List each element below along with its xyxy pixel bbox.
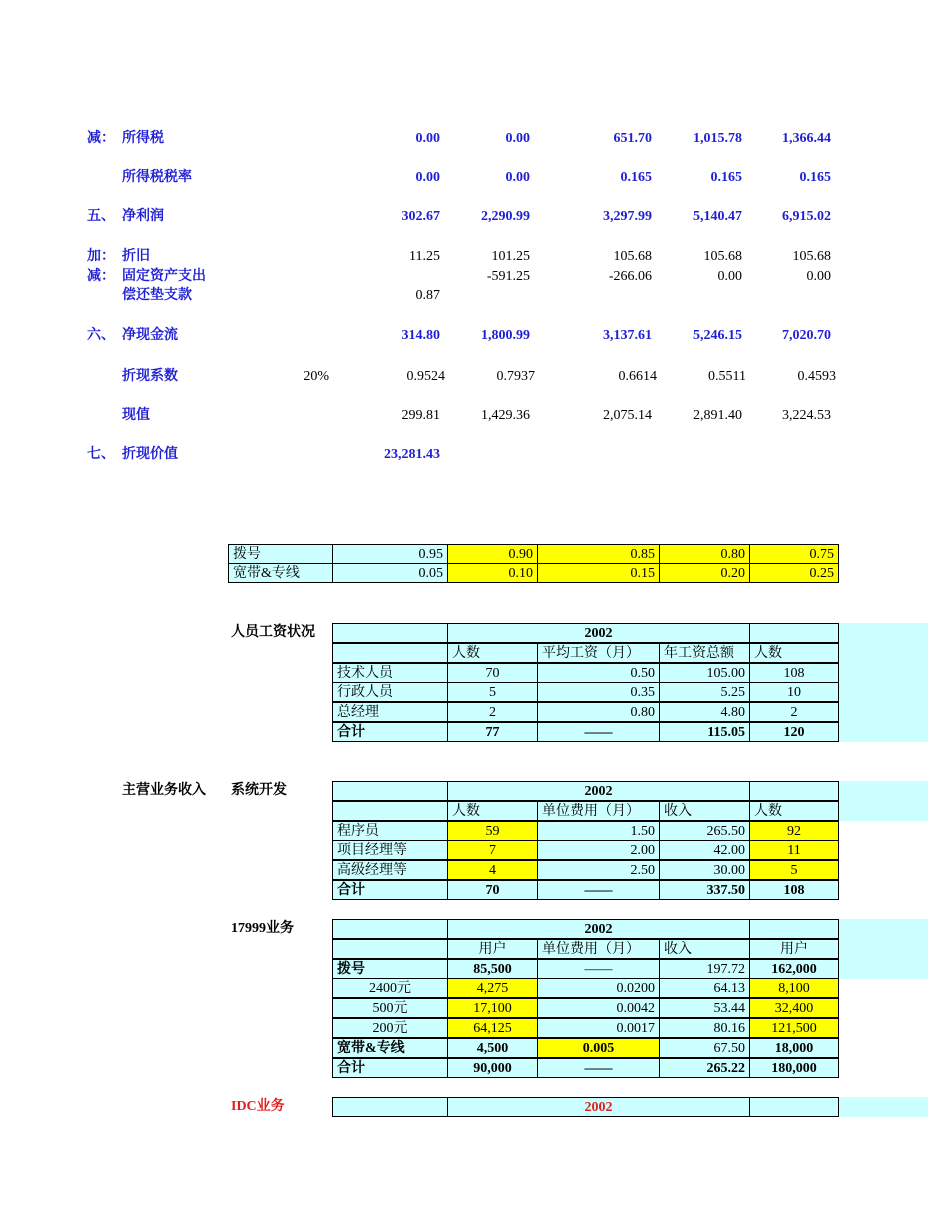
cf-pv-label: 现值 [122, 408, 150, 423]
staff-cell: 4.80 [659, 702, 750, 722]
ratio-cell: 0.95 [332, 544, 448, 564]
sysdev-year-next [749, 781, 839, 801]
staff-cell: 108 [749, 663, 839, 683]
biz17999-total-cell: 180,000 [749, 1058, 839, 1078]
biz17999-cell: 121,500 [749, 1018, 839, 1038]
biz17999-cell: 53.44 [659, 998, 750, 1018]
sysdev-header: 收入 [659, 801, 750, 821]
staff-total-label: 合计 [332, 722, 448, 742]
sysdev-corner [332, 781, 448, 801]
biz17999-header: 单位费用（月） [537, 939, 660, 959]
biz17999-cell: 0.005 [537, 1038, 660, 1058]
staff-fill-extension [838, 623, 928, 742]
cf-pv-value: 299.81 [401, 408, 440, 423]
biz17999-corner [332, 919, 448, 939]
biz17999-row-label: 2400元 [332, 978, 448, 998]
sysdev-total-cell: 337.50 [659, 880, 750, 900]
sysdev-header: 人数 [749, 801, 839, 821]
cf-tax-value: 1,015.78 [693, 131, 742, 146]
sysdev-cell: 2.50 [537, 860, 660, 880]
biz17999-cell: 0.0200 [537, 978, 660, 998]
cf-discount-value: 0.7937 [496, 369, 535, 384]
cf-netprofit-value: 6,915.02 [782, 209, 831, 224]
biz17999-cell: 4,275 [447, 978, 538, 998]
biz17999-row-label: 宽带&专线 [332, 1038, 448, 1058]
ratio-row-label: 拨号 [228, 544, 333, 564]
staff-cell: 0.80 [537, 702, 660, 722]
staff-corner [332, 623, 448, 643]
cf-tax-value: 1,366.44 [782, 131, 831, 146]
cf-depr-label: 折旧 [122, 249, 150, 264]
cf-netprofit-value: 2,290.99 [481, 209, 530, 224]
cf-tax-value: 0.00 [415, 131, 440, 146]
biz17999-row-label: 拨号 [332, 959, 448, 979]
cf-pv-value: 2,075.14 [603, 408, 652, 423]
sysdev-total-cell: 70 [447, 880, 538, 900]
biz17999-cell: 197.72 [659, 959, 750, 979]
sysdev-cell: 92 [749, 821, 839, 841]
cf-npv-prefix: 七、 [87, 447, 115, 462]
biz17999-title: 17999业务 [231, 921, 294, 936]
biz17999-cell: 64.13 [659, 978, 750, 998]
biz17999-header-blank [332, 939, 448, 959]
cf-capex-value: 0.00 [806, 269, 831, 284]
cf-depr-prefix: 加： [87, 249, 115, 264]
biz17999-header: 收入 [659, 939, 750, 959]
sysdev-header: 单位费用（月） [537, 801, 660, 821]
sysdev-row-label: 高级经理等 [332, 860, 448, 880]
biz17999-cell: 162,000 [749, 959, 839, 979]
staff-cell: 0.35 [537, 682, 660, 702]
staff-cell: 105.00 [659, 663, 750, 683]
staff-cell: 2 [447, 702, 538, 722]
cf-taxrate-value: 0.165 [799, 170, 831, 185]
sysdev-cell: 11 [749, 840, 839, 860]
cf-tax-prefix: 减： [87, 131, 115, 146]
biz17999-total-cell: 90,000 [447, 1058, 538, 1078]
idc-year-next [749, 1097, 839, 1117]
biz17999-total-label: 合计 [332, 1058, 448, 1078]
biz17999-row-label: 200元 [332, 1018, 448, 1038]
idc-corner [332, 1097, 448, 1117]
biz17999-cell: —— [537, 959, 660, 979]
biz17999-cell: 4,500 [447, 1038, 538, 1058]
cf-repay-value: 0.87 [415, 288, 440, 303]
staff-row-label: 行政人员 [332, 682, 448, 702]
staff-row-label: 总经理 [332, 702, 448, 722]
idc-title: IDC业务 [231, 1099, 285, 1114]
idc-year: 2002 [447, 1097, 750, 1117]
ratio-cell: 0.75 [749, 544, 839, 564]
sysdev-title: 系统开发 [231, 783, 287, 798]
sysdev-row-label: 程序员 [332, 821, 448, 841]
biz17999-cell: 8,100 [749, 978, 839, 998]
ratio-cell: 0.20 [659, 563, 750, 583]
sysdev-year: 2002 [447, 781, 750, 801]
sysdev-cell: 7 [447, 840, 538, 860]
idc-fill-extension [838, 1097, 928, 1117]
staff-header-blank [332, 643, 448, 663]
staff-cell: 5 [447, 682, 538, 702]
cf-discount-rate: 20% [303, 369, 329, 384]
sysdev-total-label: 合计 [332, 880, 448, 900]
biz17999-header: 用户 [447, 939, 538, 959]
cf-netprofit-prefix: 五、 [87, 209, 115, 224]
cf-netprofit-value: 3,297.99 [603, 209, 652, 224]
sysdev-cell: 4 [447, 860, 538, 880]
cf-taxrate-value: 0.00 [415, 170, 440, 185]
cf-netprofit-value: 5,140.47 [693, 209, 742, 224]
cf-discount-value: 0.5511 [708, 369, 746, 384]
cf-pv-value: 1,429.36 [481, 408, 530, 423]
sysdev-cell: 30.00 [659, 860, 750, 880]
ratio-cell: 0.10 [447, 563, 538, 583]
cf-capex-value: 0.00 [717, 269, 742, 284]
staff-header: 人数 [749, 643, 839, 663]
revenue-title: 主营业务收入 [122, 783, 206, 798]
cf-depr-value: 105.68 [792, 249, 831, 264]
staff-header: 平均工资（月） [537, 643, 660, 663]
staff-year: 2002 [447, 623, 750, 643]
cf-taxrate-value: 0.165 [620, 170, 652, 185]
cf-discount-label: 折现系数 [122, 369, 178, 384]
biz17999-cell: 17,100 [447, 998, 538, 1018]
cf-netcash-value: 5,246.15 [693, 328, 742, 343]
biz17999-fill-extension [838, 919, 928, 979]
cf-discount-value: 0.9524 [406, 369, 445, 384]
sysdev-cell: 42.00 [659, 840, 750, 860]
cf-tax-label: 所得税 [122, 131, 164, 146]
cf-netcash-value: 7,020.70 [782, 328, 831, 343]
ratio-cell: 0.25 [749, 563, 839, 583]
cf-netcash-value: 3,137.61 [603, 328, 652, 343]
staff-total-cell: 115.05 [659, 722, 750, 742]
cf-taxrate-value: 0.00 [505, 170, 530, 185]
ratio-cell: 0.85 [537, 544, 660, 564]
cf-depr-value: 105.68 [703, 249, 742, 264]
cf-pv-value: 3,224.53 [782, 408, 831, 423]
cf-depr-value: 105.68 [613, 249, 652, 264]
biz17999-cell: 67.50 [659, 1038, 750, 1058]
sysdev-header-blank [332, 801, 448, 821]
sysdev-fill-extension [838, 781, 928, 821]
cf-tax-value: 651.70 [613, 131, 652, 146]
sysdev-cell: 265.50 [659, 821, 750, 841]
cf-taxrate-label: 所得税税率 [122, 170, 192, 185]
cf-depr-value: 101.25 [491, 249, 530, 264]
biz17999-cell: 0.0017 [537, 1018, 660, 1038]
staff-header: 人数 [447, 643, 538, 663]
cf-netprofit-label: 净利润 [122, 209, 164, 224]
ratio-cell: 0.15 [537, 563, 660, 583]
cf-repay-label: 偿还垫支款 [122, 288, 192, 303]
staff-cell: 5.25 [659, 682, 750, 702]
ratio-cell: 0.90 [447, 544, 538, 564]
cf-tax-value: 0.00 [505, 131, 530, 146]
staff-title: 人员工资状况 [231, 625, 315, 640]
biz17999-cell: 0.0042 [537, 998, 660, 1018]
cf-netcash-label: 净现金流 [122, 328, 178, 343]
biz17999-total-cell: 265.22 [659, 1058, 750, 1078]
biz17999-header: 用户 [749, 939, 839, 959]
biz17999-cell: 18,000 [749, 1038, 839, 1058]
cf-netcash-prefix: 六、 [87, 328, 115, 343]
sysdev-row-label: 项目经理等 [332, 840, 448, 860]
ratio-cell: 0.80 [659, 544, 750, 564]
ratio-row-label: 宽带&专线 [228, 563, 333, 583]
ratio-cell: 0.05 [332, 563, 448, 583]
sysdev-cell: 5 [749, 860, 839, 880]
staff-cell: 10 [749, 682, 839, 702]
biz17999-cell: 32,400 [749, 998, 839, 1018]
cf-discount-value: 0.6614 [618, 369, 657, 384]
sysdev-total-cell: —— [537, 880, 660, 900]
biz17999-cell: 64,125 [447, 1018, 538, 1038]
staff-year-next [749, 623, 839, 643]
cf-capex-prefix: 减： [87, 269, 115, 284]
cf-npv-value: 23,281.43 [384, 447, 440, 462]
cf-netprofit-value: 302.67 [401, 209, 440, 224]
sysdev-header: 人数 [447, 801, 538, 821]
sysdev-cell: 1.50 [537, 821, 660, 841]
staff-header: 年工资总额 [659, 643, 750, 663]
cf-pv-value: 2,891.40 [693, 408, 742, 423]
sysdev-cell: 59 [447, 821, 538, 841]
staff-total-cell: 120 [749, 722, 839, 742]
biz17999-year: 2002 [447, 919, 750, 939]
cf-netcash-value: 1,800.99 [481, 328, 530, 343]
cf-depr-value: 11.25 [409, 249, 440, 264]
staff-cell: 0.50 [537, 663, 660, 683]
biz17999-total-cell: —— [537, 1058, 660, 1078]
cf-capex-value: -591.25 [486, 269, 530, 284]
cf-netcash-value: 314.80 [401, 328, 440, 343]
cf-capex-label: 固定资产支出 [122, 269, 206, 284]
staff-total-cell: 77 [447, 722, 538, 742]
cf-taxrate-value: 0.165 [710, 170, 742, 185]
biz17999-cell: 85,500 [447, 959, 538, 979]
cf-capex-value: -266.06 [608, 269, 652, 284]
staff-cell: 2 [749, 702, 839, 722]
staff-cell: 70 [447, 663, 538, 683]
biz17999-row-label: 500元 [332, 998, 448, 1018]
cf-discount-value: 0.4593 [797, 369, 836, 384]
staff-row-label: 技术人员 [332, 663, 448, 683]
sysdev-cell: 2.00 [537, 840, 660, 860]
sysdev-total-cell: 108 [749, 880, 839, 900]
staff-total-cell: —— [537, 722, 660, 742]
biz17999-cell: 80.16 [659, 1018, 750, 1038]
biz17999-year-next [749, 919, 839, 939]
cf-npv-label: 折现价值 [122, 447, 178, 462]
